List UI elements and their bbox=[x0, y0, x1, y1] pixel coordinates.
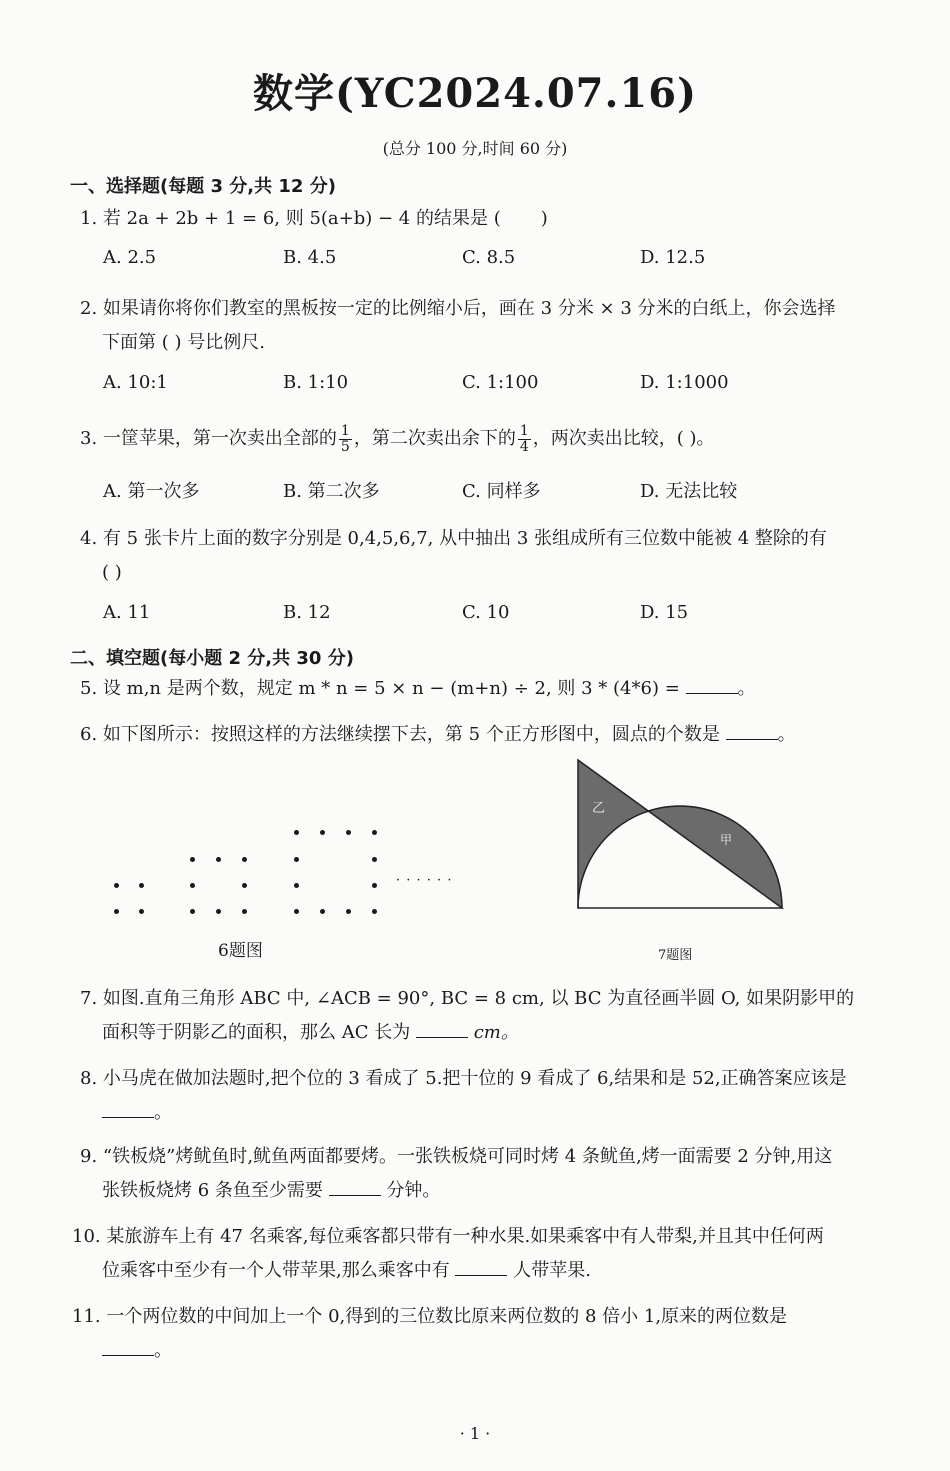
answer-blank bbox=[455, 1261, 507, 1276]
fraction-one-fifth bbox=[339, 424, 352, 455]
dot bbox=[216, 857, 221, 862]
question-text-line2: 下面第 ( ) 号比例尺. bbox=[102, 332, 265, 353]
question-number: 5. bbox=[80, 678, 98, 699]
option-c: C. 同样多 bbox=[462, 481, 541, 502]
dot bbox=[139, 909, 144, 914]
label-jia: 甲 bbox=[720, 833, 733, 847]
dot bbox=[190, 909, 195, 914]
question-text-line2: 位乘客中至少有一个人带苹果,那么乘客中有 bbox=[102, 1260, 450, 1281]
option-b: B. 12 bbox=[283, 602, 331, 623]
question-8 bbox=[80, 1062, 870, 1130]
dot bbox=[190, 857, 195, 862]
question-text-part1: 一筐苹果，第一次卖出全部的 bbox=[102, 428, 337, 449]
question-9 bbox=[80, 1140, 870, 1208]
fraction-denominator: 5 bbox=[340, 438, 350, 455]
fraction-one-fourth bbox=[518, 424, 531, 455]
figure-6-dots bbox=[100, 815, 480, 925]
option-d: D. 12.5 bbox=[640, 247, 706, 268]
question-number: 9. bbox=[80, 1146, 98, 1167]
answer-blank bbox=[726, 725, 778, 740]
figure-7-caption: 7题图 bbox=[658, 948, 693, 963]
dot bbox=[216, 909, 221, 914]
question-text-line1: 有 5 张卡片上面的数字分别是 0,4,5,6,7, 从中抽出 3 张组成所有三位数中能被 4 整除的有 bbox=[102, 528, 827, 549]
question-text-line1: 如图.直角三角形 ABC 中, ∠ACB = 90°, BC = 8 cm, 以 BC 为直径画半圆 O, 如果阴影甲的 bbox=[102, 988, 855, 1009]
question-number: 6. bbox=[80, 724, 98, 745]
page-title: 数学(YC2024.07.16) bbox=[252, 70, 698, 117]
option-a: A. 第一次多 bbox=[103, 481, 200, 502]
section-heading-fill: 二、填空题(每小题 2 分,共 30 分) bbox=[70, 648, 354, 669]
question-number: 3. bbox=[80, 428, 98, 449]
option-d: D. 15 bbox=[640, 602, 689, 623]
question-10 bbox=[72, 1220, 862, 1288]
option-c: C. 1:100 bbox=[462, 372, 539, 393]
option-d: D. 无法比较 bbox=[640, 481, 738, 502]
question-text-line2: 张铁板烧烤 6 条鱼至少需要 bbox=[102, 1180, 323, 1201]
question-7 bbox=[80, 982, 870, 1050]
dot bbox=[114, 909, 119, 914]
question-text: 如下图所示：按照这样的方法继续摆下去，第 5 个正方形图中，圆点的个数是 bbox=[102, 724, 720, 745]
question-text: 若 2a + 2b + 1 = 6, 则 5(a+b) − 4 的结果是 ( bbox=[102, 208, 501, 229]
question-4 bbox=[80, 522, 870, 590]
question-text-line1: “铁板烧”烤鱿鱼时,鱿鱼两面都要烤。一张铁板烧可同时烤 4 条鱿鱼,烤一面需要 2 分钟,用这 bbox=[102, 1146, 833, 1167]
question-text-line1: 一个两位数的中间加上一个 0,得到的三位数比原来两位数的 8 倍小 1,原来的两位数是 bbox=[106, 1306, 788, 1327]
answer-blank bbox=[102, 1341, 154, 1356]
question-number: 11. bbox=[72, 1306, 101, 1327]
question-5 bbox=[80, 672, 870, 706]
dot bbox=[372, 883, 377, 888]
fraction-numerator: 1 bbox=[519, 422, 529, 439]
question-number: 1. bbox=[80, 208, 98, 229]
question-end: 人带苹果. bbox=[513, 1260, 591, 1281]
figure-6-caption: 6题图 bbox=[218, 941, 263, 961]
continuation-ellipsis: · · · · · · bbox=[396, 873, 453, 888]
question-end: 分钟。 bbox=[386, 1180, 441, 1201]
unit-label: cm。 bbox=[473, 1022, 519, 1043]
question-2 bbox=[80, 292, 870, 360]
question-3 bbox=[80, 422, 870, 456]
question-11 bbox=[72, 1300, 862, 1368]
question-text-part2: ，第二次卖出余下的 bbox=[353, 428, 516, 449]
option-a: A. 11 bbox=[103, 602, 151, 623]
fraction-denominator: 4 bbox=[519, 438, 529, 455]
option-a: A. 2.5 bbox=[103, 247, 157, 268]
question-number: 8. bbox=[80, 1068, 98, 1089]
figure-7-diagram bbox=[570, 752, 790, 917]
fraction-numerator: 1 bbox=[340, 422, 350, 439]
question-6 bbox=[80, 718, 870, 752]
dot bbox=[294, 830, 299, 835]
question-text-line2: ( ) bbox=[102, 562, 122, 583]
question-text-line1: 如果请你将你们教室的黑板按一定的比例缩小后，画在 3 分米 × 3 分米的白纸上，你会选择 bbox=[102, 298, 836, 319]
dot bbox=[242, 909, 247, 914]
question-text: 设 m,n 是两个数，规定 m * n = 5 × n − (m+n) ÷ 2, 则 3 * (4*6) = bbox=[102, 678, 680, 699]
dot bbox=[320, 830, 325, 835]
option-c: C. 10 bbox=[462, 602, 510, 623]
option-d: D. 1:1000 bbox=[640, 372, 729, 393]
dot bbox=[346, 909, 351, 914]
dot bbox=[294, 883, 299, 888]
dot bbox=[294, 909, 299, 914]
option-a: A. 10:1 bbox=[103, 372, 168, 393]
question-text-line1: 某旅游车上有 47 名乘客,每位乘客都只带有一种水果.如果乘客中有人带梨,并且其中任何两 bbox=[106, 1226, 824, 1247]
question-text-part3: ，两次卖出比较，( )。 bbox=[532, 428, 715, 449]
dot bbox=[139, 883, 144, 888]
dot bbox=[346, 830, 351, 835]
triangle-semicircle-svg bbox=[570, 752, 790, 917]
answer-blank bbox=[329, 1181, 381, 1196]
page-subtitle: (总分 100 分,时间 60 分) bbox=[382, 139, 568, 158]
question-text-line2: 面积等于阴影乙的面积，那么 AC 长为 bbox=[102, 1022, 411, 1043]
option-b: B. 1:10 bbox=[283, 372, 349, 393]
label-yi: 乙 bbox=[592, 801, 606, 816]
dot bbox=[294, 857, 299, 862]
question-number: 10. bbox=[72, 1226, 101, 1247]
dot bbox=[372, 909, 377, 914]
dot bbox=[372, 857, 377, 862]
question-end: 。 bbox=[154, 1340, 172, 1361]
dot bbox=[114, 883, 119, 888]
question-end: 。 bbox=[737, 678, 756, 699]
question-number: 4. bbox=[80, 528, 98, 549]
question-end: 。 bbox=[154, 1102, 172, 1123]
option-b: B. 4.5 bbox=[283, 247, 337, 268]
page-number: · 1 · bbox=[459, 1424, 491, 1443]
option-c: C. 8.5 bbox=[462, 247, 516, 268]
answer-blank bbox=[102, 1103, 154, 1118]
answer-blank bbox=[416, 1023, 468, 1038]
dot bbox=[372, 830, 377, 835]
question-number: 7. bbox=[80, 988, 98, 1009]
section-heading-choice: 一、选择题(每题 3 分,共 12 分) bbox=[70, 176, 336, 197]
question-end: 。 bbox=[777, 724, 796, 745]
question-number: 2. bbox=[80, 298, 98, 319]
option-b: B. 第二次多 bbox=[283, 481, 380, 502]
question-text-line1: 小马虎在做加法题时,把个位的 3 看成了 5.把十位的 9 看成了 6,结果和是 52,正确答案应该是 bbox=[102, 1068, 847, 1089]
dot bbox=[190, 883, 195, 888]
question-1 bbox=[80, 202, 870, 236]
dot bbox=[320, 909, 325, 914]
answer-blank bbox=[686, 679, 738, 694]
question-text-end: ) bbox=[540, 208, 548, 229]
dot bbox=[242, 857, 247, 862]
dot bbox=[242, 883, 247, 888]
